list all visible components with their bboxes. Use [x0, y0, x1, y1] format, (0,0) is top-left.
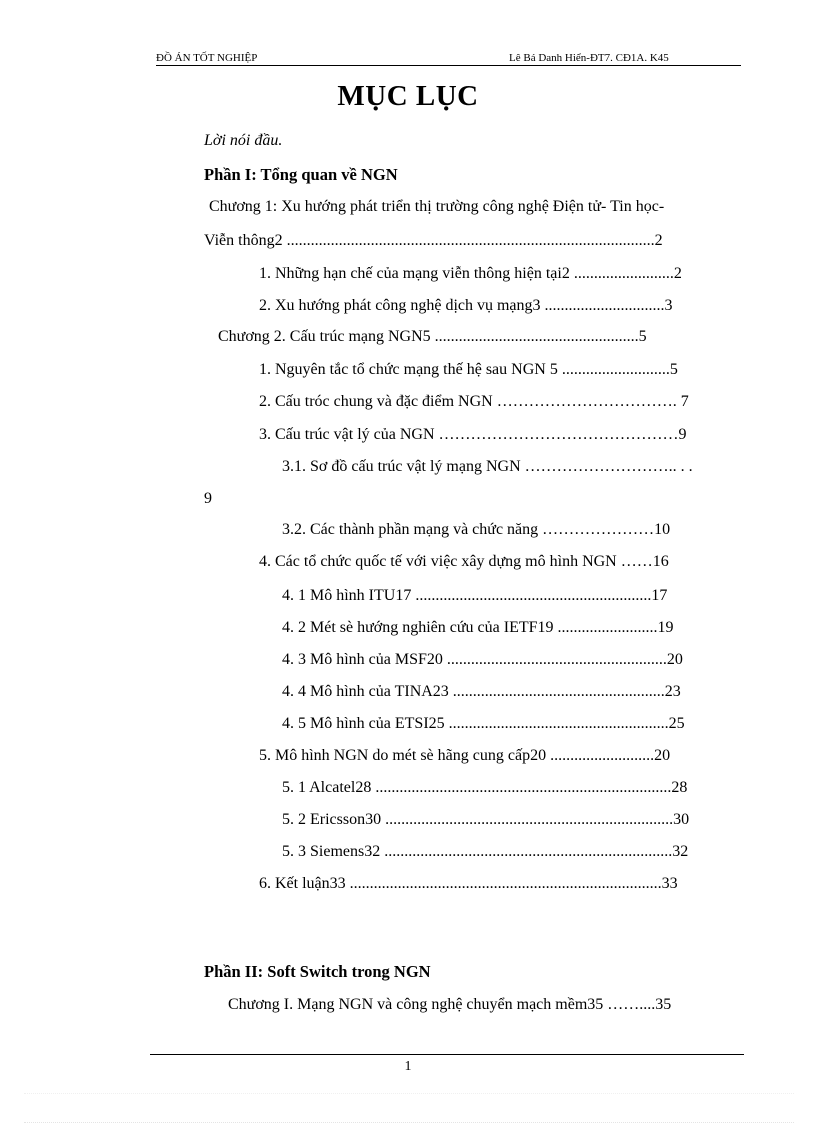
- toc-item-2-4-3: 4. 3 Mô hình của MSF20 .......................................................20: [282, 651, 683, 668]
- page-edge-dotted: [24, 1093, 794, 1094]
- page-number: 1: [404, 1059, 412, 1074]
- toc-item-2-6: 6. Kết luận33 ..............................................................................33: [259, 875, 678, 892]
- toc-part-1: Phần I: Tổng quan về NGN: [204, 165, 398, 184]
- header-rule: [156, 65, 741, 66]
- toc-item-2-5-1: 5. 1 Alcatel28 ..........................................................................28: [282, 779, 688, 796]
- toc-item-1-1: 1. Những hạn chế của mạng viễn thông hiện tại2 .........................2: [259, 265, 682, 282]
- toc-item-2-4-5: 4. 5 Mô hình của ETSI25 .......................................................25: [282, 715, 685, 732]
- toc-item-2-3-1: 3.1. Sơ đồ cấu trúc vật lý mạng NGN ……………………….. . .: [282, 458, 693, 475]
- toc-item-2-3-2: 3.2. Các thành phần mạng và chức năng …………………10: [282, 521, 671, 538]
- toc-item-2-4: 4. Các tổ chức quốc tế với việc xây dựng mô hình NGN ……16: [259, 553, 669, 570]
- header-document-title: ĐỒ ÁN TỐT NGHIỆP: [156, 52, 258, 64]
- toc-part-2-chapter-1: Chương I. Mạng NGN và công nghệ chuyển mạch mềm35 ……....35: [228, 996, 672, 1013]
- toc-chapter-2: Chương 2. Cấu trúc mạng NGN5 ...................................................5: [218, 328, 647, 345]
- toc-item-2-4-1: 4. 1 Mô hình ITU17 ...........................................................17: [282, 587, 668, 604]
- footer-rule: [150, 1054, 744, 1055]
- toc-item-2-4-2: 4. 2 Mét sè hướng nghiên cứu của IETF19 .........................19: [282, 619, 674, 636]
- toc-item-2-5-3: 5. 3 Siemens32 ........................................................................32: [282, 843, 689, 860]
- page-title: MỤC LỤC: [337, 80, 479, 112]
- header-author: Lê Bá Danh Hiển-ĐT7. CĐ1A. K45: [509, 52, 669, 64]
- toc-item-1-2: 2. Xu hướng phát công nghệ dịch vụ mạng3 ..............................3: [259, 297, 673, 314]
- toc-item-2-3: 3. Cấu trúc vật lý của NGN ………………………………………9: [259, 426, 687, 443]
- toc-chapter-1: Chương 1: Xu hướng phát triển thị trường công nghệ Điện tử- Tin học-: [209, 198, 665, 215]
- toc-part-2: Phần II: Soft Switch trong NGN: [204, 962, 431, 981]
- toc-chapter-1-cont: Viễn thông2 ............................................................................................2: [204, 232, 663, 249]
- toc-item-2-3-1-page: 9: [204, 490, 212, 507]
- toc-item-2-1: 1. Nguyên tắc tổ chức mạng thế hệ sau NGN 5 ...........................5: [259, 361, 678, 378]
- toc-item-2-2: 2. Cấu tróc chung và đặc điểm NGN ……………………………. 7: [259, 393, 689, 410]
- toc-item-2-4-4: 4. 4 Mô hình của TINA23 .....................................................23: [282, 683, 681, 700]
- toc-item-2-5: 5. Mô hình NGN do mét sè hãng cung cấp20 ..........................20: [259, 747, 671, 764]
- toc-item-2-5-2: 5. 2 Ericsson30 ........................................................................30: [282, 811, 690, 828]
- toc-intro: Lời nói đầu.: [204, 132, 283, 149]
